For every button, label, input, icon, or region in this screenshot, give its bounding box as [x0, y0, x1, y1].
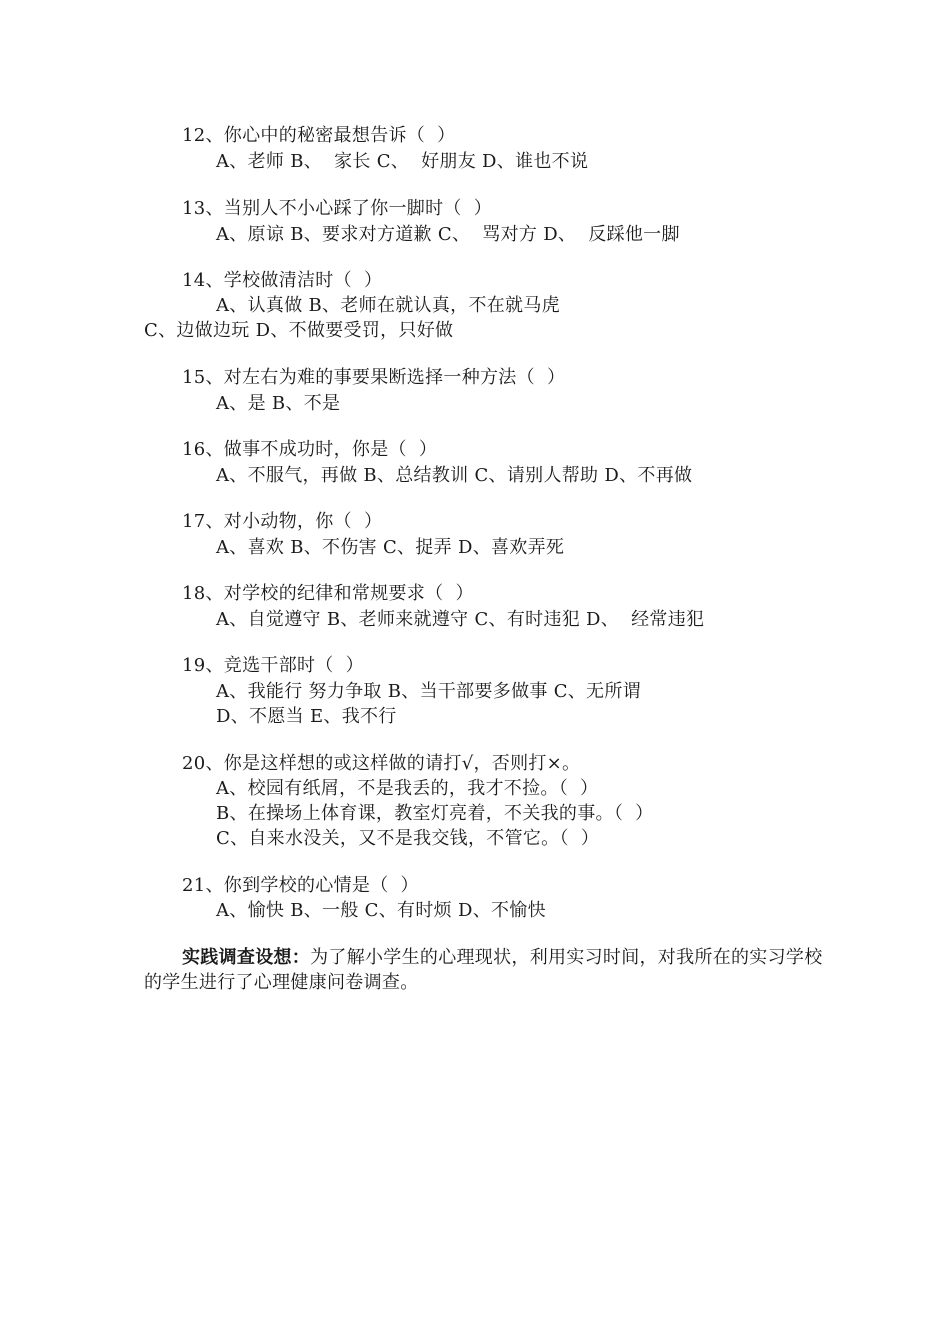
question-19-options-1: A、我能行 努力争取 B、当干部要多做事 C、无所谓: [216, 681, 641, 702]
question-20-item-c: C、自来水没关，又不是我交钱，不管它。（ ）: [216, 828, 600, 849]
question-13-options: A、原谅 B、要求对方道歉 C、 骂对方 D、 反踩他一脚: [216, 224, 680, 245]
survey-intro-text: 为了解小学生的心理现状，利用实习时间，对我所在的实习学校的学生进行了心理健康问卷调查。: [144, 947, 823, 993]
survey-intro-paragraph: [144, 945, 824, 995]
question-17: 17、对小动物，你（ ）: [182, 511, 383, 532]
question-14-options: A、认真做 B、老师在就认真，不在就马虎: [216, 295, 560, 316]
question-20-item-a: A、校园有纸屑，不是我丢的，我才不捡。（ ）: [216, 778, 599, 799]
question-13: 13、当别人不小心踩了你一脚时（ ）: [182, 198, 493, 219]
survey-intro-label: 实践调查设想：: [182, 947, 311, 968]
question-15-options: A、是 B、不是: [216, 393, 341, 414]
question-19-options-2: D、不愿当 E、我不行: [216, 706, 397, 727]
question-20-item-b: B、在操场上体育课，教室灯亮着，不关我的事。（ ）: [216, 803, 654, 824]
question-14: 14、学校做清洁时（ ）: [182, 270, 383, 291]
question-12-options: A、老师 B、 家长 C、 好朋友 D、谁也不说: [216, 151, 589, 172]
question-20: 20、你是这样想的或这样做的请打√，否则打×。: [182, 753, 581, 774]
question-17-options: A、喜欢 B、不伤害 C、捉弄 D、喜欢弄死: [216, 537, 565, 558]
question-14-options-wrap: C、边做边玩 D、不做要受罚，只好做: [144, 320, 454, 341]
question-21: 21、你到学校的心情是（ ）: [182, 875, 419, 896]
question-21-options: A、愉快 B、一般 C、有时烦 D、不愉快: [216, 900, 546, 921]
question-16: 16、做事不成功时，你是（ ）: [182, 439, 438, 460]
question-15: 15、对左右为难的事要果断选择一种方法（ ）: [182, 367, 566, 388]
question-18: 18、对学校的纪律和常规要求（ ）: [182, 583, 474, 604]
question-18-options: A、自觉遵守 B、老师来就遵守 C、有时违犯 D、 经常违犯: [216, 609, 705, 630]
question-12: 12、你心中的秘密最想告诉（ ）: [182, 125, 456, 146]
question-19: 19、竞选干部时（ ）: [182, 655, 364, 676]
question-16-options: A、不服气，再做 B、总结教训 C、请别人帮助 D、不再做: [216, 465, 693, 486]
